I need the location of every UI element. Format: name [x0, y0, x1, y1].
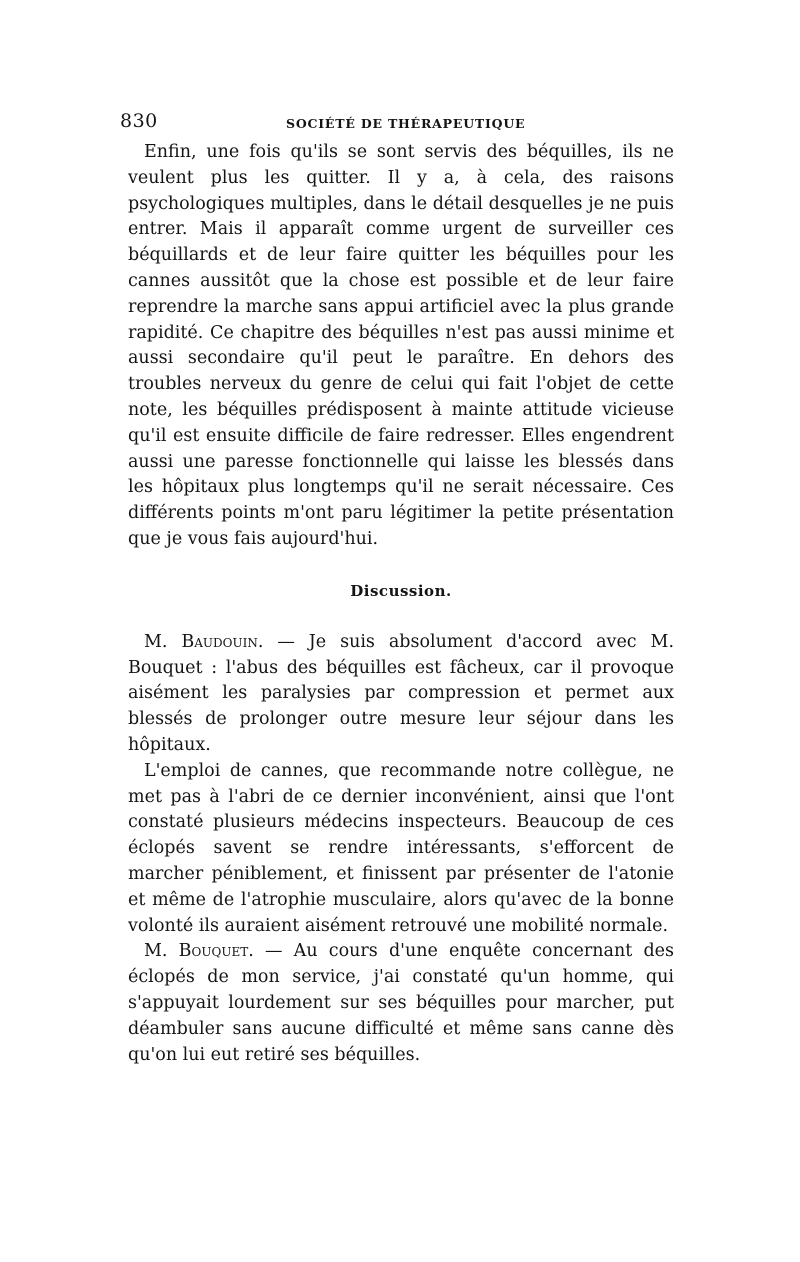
page-number: 830: [120, 110, 158, 132]
speaker-name-baudouin: M. Baudouin.: [144, 631, 264, 652]
running-title: SOCIÉTÉ DE THÉRAPEUTIQUE: [286, 116, 526, 131]
baudouin-remark: — Je suis absolument d'accord avec M. Bouquet : l'abus des béquilles est fâcheux, car il provoque aisément les paralysies par compression et permet aux blessés de prolonger outre mesure leur séjour dans les hôpitaux.: [128, 631, 675, 755]
speaker-name-bouquet: M. Bouquet.: [144, 941, 254, 962]
cannes-paragraph: L'emploi de cannes, que recommande notre collègue, ne met pas à l'abri de ce dernier inconvénient, ainsi que l'ont constaté plusieurs médecins inspecteurs. Beaucoup de ces éclopés savent se rendre intéressants, s'efforcent de marcher péniblement, et finissent par présenter de l'atonie et même de l'atrophie musculaire, alors qu'avec de la bonne volonté ils auraient aisément retrouvé une mobilité normale.: [128, 760, 674, 936]
section-heading-discussion: Discussion.: [350, 581, 452, 600]
bouquet-remark: — Au cours d'une enquête concernant des éclopés de mon service, j'ai constaté qu'un homme, qui s'appuyait lourdement sur ses béquilles pour marcher, put déambuler sans aucune difficulté et même sans canne dès qu'on lui eut retiré ses béquilles.: [128, 941, 674, 1065]
bouquet-paragraph: [128, 939, 674, 1068]
intro-paragraph: Enfin, une fois qu'ils se sont servis des béquilles, ils ne veulent plus les quitter. Il y a, à cela, des raisons psychologiques multiples, dans le détail desquelles je ne puis entrer. Mais il apparaît comme urgent de surveiller ces béquillards et de leur faire quitter les béquilles pour les cannes aussitôt que la chose est possible et de leur faire reprendre la marche sans appui artificiel avec la plus grande rapidité. Ce chapitre des béquilles n'est pas aussi minime et aussi secondaire qu'il peut le paraître. En dehors des troubles nerveux du genre de celui qui fait l'objet de cette note, les béquilles prédisposent à mainte attitude vicieuse qu'il est ensuite difficile de faire redresser. Elles engendrent aussi une paresse fonctionnelle qui laisse les blessés dans les hôpitaux plus longtemps qu'il ne serait nécessaire. Ces différents points m'ont paru légitimer la petite présentation que je vous fais aujourd'hui.: [128, 142, 674, 549]
book-page: [120, 110, 675, 1068]
baudouin-paragraph: [128, 630, 674, 759]
running-header: [120, 110, 674, 140]
